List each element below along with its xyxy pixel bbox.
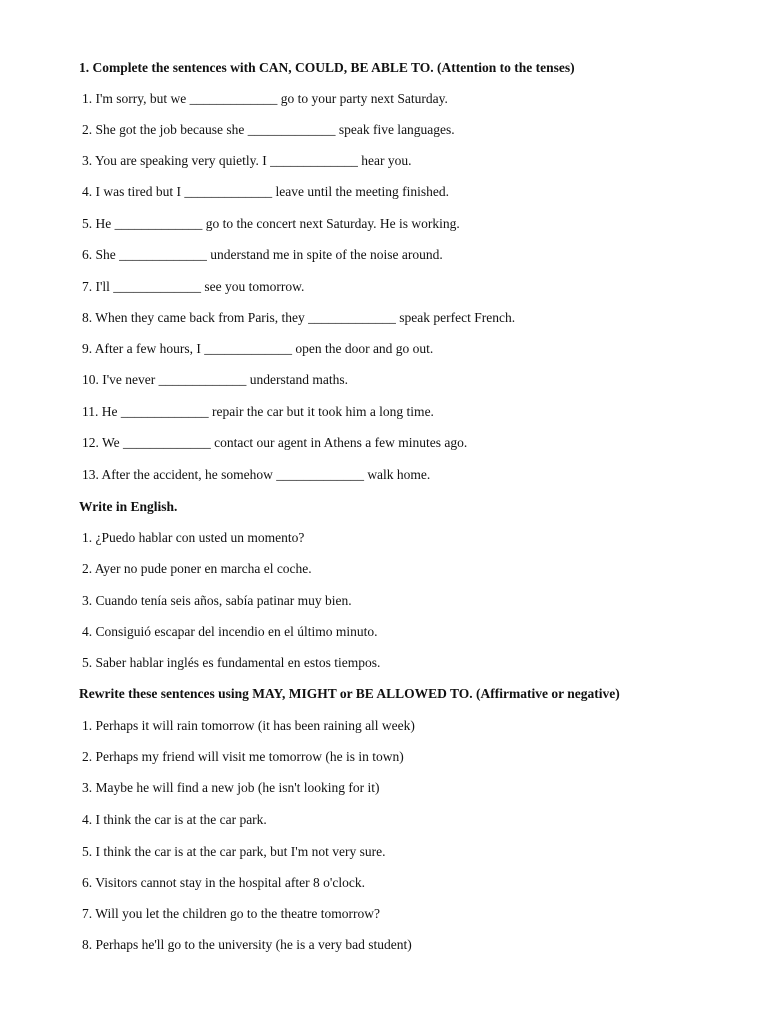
section2-item: 3. Cuando tenía seis años, sabía patinar muy bien.	[82, 593, 352, 608]
section3-item: 3. Maybe he will find a new job (he isn't looking for it)	[82, 780, 380, 795]
section1-heading: 1. Complete the sentences with CAN, COULD, BE ABLE TO. (Attention to the tenses)	[79, 60, 575, 75]
section2-item: 1. ¿Puedo hablar con usted un momento?	[82, 530, 305, 545]
section3-item: 4. I think the car is at the car park.	[82, 812, 267, 827]
section1-item: 3. You are speaking very quietly. I _____________ hear you.	[82, 153, 412, 168]
section1-item: 10. I've never _____________ understand maths.	[82, 372, 349, 387]
section2-item: 4. Consiguió escapar del incendio en el último minuto.	[82, 624, 378, 639]
section3-item: 1. Perhaps it will rain tomorrow (it has been raining all week)	[82, 718, 415, 733]
section1-item: 11. He _____________ repair the car but it took him a long time.	[82, 404, 434, 419]
section2-item: 5. Saber hablar inglés es fundamental en estos tiempos.	[82, 655, 381, 670]
section1-item: 4. I was tired but I _____________ leave until the meeting finished.	[82, 184, 450, 199]
section1-item: 7. I'll _____________ see you tomorrow.	[82, 279, 305, 294]
section1-item: 2. She got the job because she _____________ speak five languages.	[82, 122, 455, 137]
section2-heading: Write in English.	[79, 499, 178, 514]
section1-item: 8. When they came back from Paris, they _____________ speak perfect French.	[82, 310, 516, 325]
section3-item: 5. I think the car is at the car park, but I'm not very sure.	[82, 844, 386, 859]
section3-item: 8. Perhaps he'll go to the university (he is a very bad student)	[82, 937, 412, 952]
section1-item: 12. We _____________ contact our agent in Athens a few minutes ago.	[82, 435, 468, 450]
section3-heading: Rewrite these sentences using MAY, MIGHT or BE ALLOWED TO. (Affirmative or negative)	[79, 686, 620, 701]
section1-item: 9. After a few hours, I _____________ open the door and go out.	[82, 341, 434, 356]
section1-item: 1. I'm sorry, but we _____________ go to your party next Saturday.	[82, 91, 448, 106]
section2-item: 2. Ayer no pude poner en marcha el coche.	[82, 561, 312, 576]
section1-item: 6. She _____________ understand me in spite of the noise around.	[82, 247, 443, 262]
section3-item: 7. Will you let the children go to the theatre tomorrow?	[82, 906, 381, 921]
section1-item: 13. After the accident, he somehow _____________ walk home.	[82, 467, 431, 482]
section1-item: 5. He _____________ go to the concert next Saturday. He is working.	[82, 216, 460, 231]
section3-item: 2. Perhaps my friend will visit me tomorrow (he is in town)	[82, 749, 404, 764]
section3-item: 6. Visitors cannot stay in the hospital after 8 o'clock.	[82, 875, 365, 890]
